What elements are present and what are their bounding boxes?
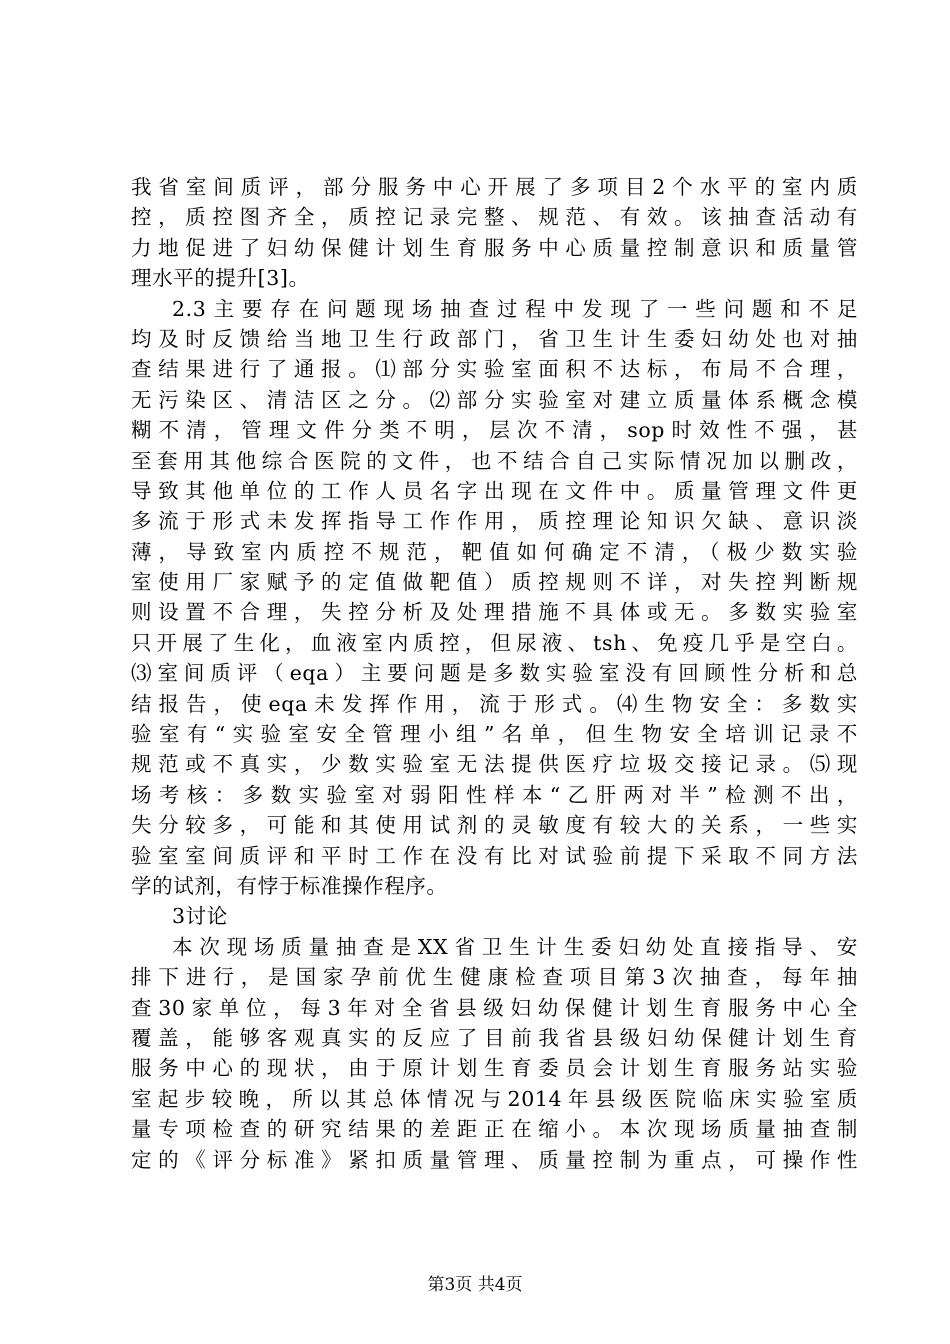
text-line: 理水平的提升[3]。	[131, 266, 310, 291]
text-line: 则设置不合理，失控分析及处理措施不具体或无。多数实验室	[131, 600, 858, 625]
text-line: 只开展了生化，血液室内质控，但尿液、tsh、免疫几乎是空白。	[131, 630, 858, 655]
text-line: 室使用厂家赋予的定值做靶值）质控规则不详，对失控判断规	[131, 570, 858, 595]
text-line: 薄，导致室内质控不规范，靶值如何确定不清，（极少数实验	[131, 539, 858, 564]
text-line: 失分较多，可能和其使用试剂的灵敏度有较大的关系，一些实	[131, 813, 858, 838]
section-heading-line: 2.3主要存在问题现场抽查过程中发现了一些问题和不足	[172, 296, 858, 321]
text-line: 学的试剂，有悖于标准操作程序。	[131, 873, 448, 898]
text-line: 查结果进行了通报。⑴部分实验室面积不达标，布局不合理，	[131, 357, 858, 382]
text-line: 定的《评分标准》紧扣质量管理、质量控制为重点，可操作性	[131, 1147, 858, 1172]
text-line: 糊不清，管理文件分类不明，层次不清，sop时效性不强，甚	[131, 418, 858, 443]
text-line: 室起步较晚，所以其总体情况与2014年县级医院临床实验室质	[131, 1086, 858, 1111]
text-line: 量专项检查的研究结果的差距正在缩小。本次现场质量抽查制	[131, 1117, 858, 1142]
text-line: 结报告，使eqa未发挥作用，流于形式。⑷生物安全：多数实	[131, 691, 858, 716]
text-line: 验室有“实验室安全管理小组”名单，但生物安全培训记录不	[131, 722, 858, 747]
text-line: 导致其他单位的工作人员名字出现在文件中。质量管理文件更	[131, 478, 858, 503]
text-line: 力地促进了妇幼保健计划生育服务中心质量控制意识和质量管	[131, 235, 858, 260]
text-line: 多流于形式未发挥指导工作作用，质控理论知识欠缺、意识淡	[131, 509, 858, 534]
text-line: 覆盖，能够客观真实的反应了目前我省县级妇幼保健计划生育	[131, 1025, 858, 1050]
text-line: ⑶室间质评（eqa）主要问题是多数实验室没有回顾性分析和总	[131, 661, 858, 686]
section-heading: 3讨论	[172, 904, 228, 929]
text-line: 本次现场质量抽查是XX省卫生计生委妇幼处直接指导、安	[172, 934, 858, 959]
text-line: 我省室间质评，部分服务中心开展了多项目2个水平的室内质	[131, 175, 858, 199]
text-line: 控，质控图齐全，质控记录完整、规范、有效。该抽查活动有	[131, 205, 858, 230]
text-line: 查30家单位，每3年对全省县级妇幼保健计划生育服务中心全	[131, 995, 858, 1020]
text-line: 均及时反馈给当地卫生行政部门，省卫生计生委妇幼处也对抽	[131, 326, 858, 351]
page-number-footer: 第3页 共4页	[427, 1275, 523, 1295]
text-line: 至套用其他综合医院的文件，也不结合自己实际情况加以删改，	[131, 448, 858, 473]
text-line: 规范或不真实，少数实验室无法提供医疗垃圾交接记录。⑸现	[131, 752, 858, 777]
text-line: 服务中心的现状，由于原计划生育委员会计划生育服务站实验	[131, 1056, 858, 1081]
text-line: 验室室间质评和平时工作在没有比对试验前提下采取不同方法	[131, 843, 858, 868]
document-body	[131, 172, 858, 1175]
text-line: 场考核：多数实验室对弱阳性样本“乙肝两对半”检测不出，	[131, 782, 858, 807]
text-line: 排下进行，是国家孕前优生健康检查项目第3次抽查，每年抽	[131, 965, 858, 990]
text-line: 无污染区、清洁区之分。⑵部分实验室对建立质量体系概念模	[131, 387, 858, 412]
